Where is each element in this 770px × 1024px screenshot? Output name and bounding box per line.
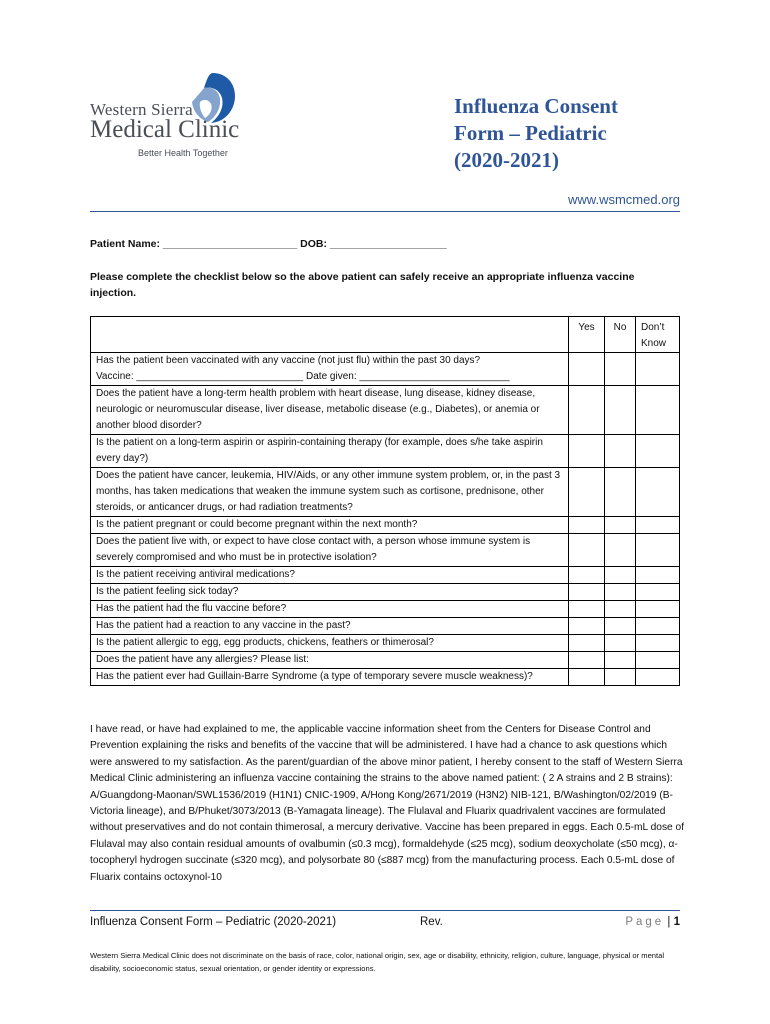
no-answer-cell[interactable] (605, 601, 636, 618)
dont-know-answer-cell[interactable] (636, 635, 680, 652)
header-divider (90, 211, 680, 212)
no-answer-cell[interactable] (605, 517, 636, 534)
question-text: Has the patient been vaccinated with any vaccine (not just flu) within the past 30 days? (96, 355, 481, 366)
no-answer-cell[interactable] (605, 468, 636, 517)
checklist-row (91, 567, 680, 584)
checklist-header-row (91, 317, 680, 353)
checklist-row (91, 435, 680, 468)
question-text: Does the patient have a long-term health problem with heart disease, lung disease, kidney disease, neurologic or neuromuscular disease, liver disease, metabolic disease (e.g., Diabetes), or anemia or another blood disorder? (91, 386, 569, 435)
vaccine-date-fill-line: Vaccine: ______________________________ Date given: ___________________________ (96, 371, 510, 382)
checklist-row (91, 584, 680, 601)
yes-answer-cell[interactable] (569, 386, 605, 435)
clinic-logo (90, 72, 250, 167)
dont-know-answer-cell[interactable] (636, 534, 680, 567)
no-column-header: No (605, 317, 636, 353)
logo-name-line-1: Western Sierra (90, 100, 193, 119)
page-label: Page (625, 916, 665, 928)
dont-know-answer-cell[interactable] (636, 468, 680, 517)
yes-answer-cell[interactable] (569, 468, 605, 517)
dont-know-answer-cell[interactable] (636, 517, 680, 534)
checklist-row (91, 386, 680, 435)
yes-answer-cell[interactable] (569, 517, 605, 534)
checklist-row (91, 517, 680, 534)
yes-answer-cell[interactable] (569, 601, 605, 618)
question-text: Is the patient allergic to egg, egg products, chickens, feathers or thimerosal? (91, 635, 569, 652)
checklist-row (91, 652, 680, 669)
no-answer-cell[interactable] (605, 534, 636, 567)
checklist-instructions: Please complete the checklist below so the above patient can safely receive an appropriate influenza vaccine injection. (90, 271, 635, 299)
form-title (454, 93, 694, 174)
checklist-row (91, 618, 680, 635)
dont-know-column-header: Don’t Know (636, 317, 680, 353)
dont-know-answer-cell[interactable] (636, 618, 680, 635)
question-text: Is the patient feeling sick today? (91, 584, 569, 601)
no-answer-cell[interactable] (605, 652, 636, 669)
dont-know-answer-cell[interactable] (636, 584, 680, 601)
dont-know-answer-cell[interactable] (636, 435, 680, 468)
no-answer-cell[interactable] (605, 567, 636, 584)
consent-paragraph: I have read, or have had explained to me, the applicable vaccine information sheet from the Centers for Disease Control and Prevention explaining the risks and benefits of the vaccine that will be administered. I have had a chance to ask questions which were answered to my satisfaction. As the parent/guardian of the above minor patient, I hereby consent to the staff of Western Sierra Medical Clinic administering an influenza vaccine containing the strains to the above named patient: ( 2 A strains and 2 B strains): A/Guangdong-Maonan/SWL1536/2019 (H1N1) CNIC-1909, A/Hong Kong/2671/2019 (H3N2) NIB-121, B/Washington/02/2019 (B-Victoria lineage), and B/Phuket/3073/2013 (B-Yamagata lineage). The Flulaval and Fluarix quadrivalent vaccines are formulated without preservatives and do not contain thimerosal, a mercury derivative. Vaccine has been prepared in eggs. Each 0.5-mL dose of Flulaval may also contain residual amounts of ovalbumin (≤0.3 mcg), formaldehyde (≤25 mcg), sodium deoxycholate (≤50 mcg), α-tocopheryl hydrogen succinate (≤320 mcg), and polysorbate 80 (≤887 mcg) from the manufacturing process. Each 0.5-mL dose of Fluarix contains octoxynol-10 (90, 724, 685, 883)
yes-answer-cell[interactable] (569, 635, 605, 652)
dont-know-answer-cell[interactable] (636, 652, 680, 669)
yes-answer-cell[interactable] (569, 669, 605, 686)
checklist-row (91, 353, 680, 386)
no-answer-cell[interactable] (605, 584, 636, 601)
website-link[interactable]: www.wsmcmed.org (568, 192, 680, 207)
footer-form-title: Influenza Consent Form – Pediatric (2020-2021) (90, 916, 337, 928)
checklist-row (91, 534, 680, 567)
dont-know-answer-cell[interactable] (636, 669, 680, 686)
question-text: Does the patient have cancer, leukemia, HIV/Aids, or any other immune system problem, or, in the past 3 months, has taken medications that weaken the immune system such as cortisone, prednisone, other steroids, or anticancer drugs, or had radiation treatments? (91, 468, 569, 517)
logo-name-line-2: Medical Clinic (90, 116, 240, 143)
footer-page-number (625, 916, 680, 928)
footer-divider (90, 910, 680, 911)
dont-know-answer-cell[interactable] (636, 601, 680, 618)
checklist-row (91, 669, 680, 686)
question-text: Has the patient had the flu vaccine before? (91, 601, 569, 618)
question-column-header (91, 317, 569, 353)
page-separator: | (667, 916, 671, 928)
question-text: Has the patient ever had Guillain-Barre Syndrome (a type of temporary severe muscle weakness)? (91, 669, 569, 686)
patient-name-dob-line: Patient Name: _______________________ DOB: ____________________ (90, 238, 447, 250)
form-title-line-2: Form – Pediatric (454, 121, 607, 145)
no-answer-cell[interactable] (605, 669, 636, 686)
no-answer-cell[interactable] (605, 435, 636, 468)
yes-column-header: Yes (569, 317, 605, 353)
no-answer-cell[interactable] (605, 618, 636, 635)
question-text: Is the patient pregnant or could become pregnant within the next month? (91, 517, 569, 534)
yes-answer-cell[interactable] (569, 534, 605, 567)
checklist-row (91, 635, 680, 652)
question-text: Has the patient had a reaction to any vaccine in the past? (91, 618, 569, 635)
yes-answer-cell[interactable] (569, 618, 605, 635)
question-text: Is the patient on a long-term aspirin or aspirin-containing therapy (for example, does s/he take aspirin every day?) (91, 435, 569, 468)
checklist-row (91, 601, 680, 618)
yes-answer-cell[interactable] (569, 652, 605, 669)
question-text: Does the patient have any allergies? Please list: (91, 652, 569, 669)
question-text: Does the patient live with, or expect to have close contact with, a person whose immune system is severely compromised and who must be in protective isolation? (91, 534, 569, 567)
question-text: Is the patient receiving antiviral medications? (91, 567, 569, 584)
no-answer-cell[interactable] (605, 386, 636, 435)
checklist-row (91, 468, 680, 517)
yes-answer-cell[interactable] (569, 435, 605, 468)
yes-answer-cell[interactable] (569, 567, 605, 584)
dont-know-answer-cell[interactable] (636, 386, 680, 435)
dont-know-answer-cell[interactable] (636, 567, 680, 584)
footer-revision: Rev. (420, 916, 443, 928)
dont-know-answer-cell[interactable] (636, 353, 680, 386)
yes-answer-cell[interactable] (569, 584, 605, 601)
screening-checklist-table (90, 316, 680, 686)
non-discrimination-disclaimer: Western Sierra Medical Clinic does not discriminate on the basis of race, color, national origin, sex, age or disability, ethnicity, religion, culture, language, physical or mental disability, socioeconomic status, sexual orientation, or gender identity or expressions. (90, 951, 665, 973)
page-number: 1 (673, 916, 680, 928)
no-answer-cell[interactable] (605, 635, 636, 652)
form-title-line-3: (2020-2021) (454, 148, 559, 172)
form-title-line-1: Influenza Consent (454, 94, 618, 118)
yes-answer-cell[interactable] (569, 353, 605, 386)
logo-tagline: Better Health Together (138, 148, 228, 158)
no-answer-cell[interactable] (605, 353, 636, 386)
checklist-question (91, 353, 569, 386)
